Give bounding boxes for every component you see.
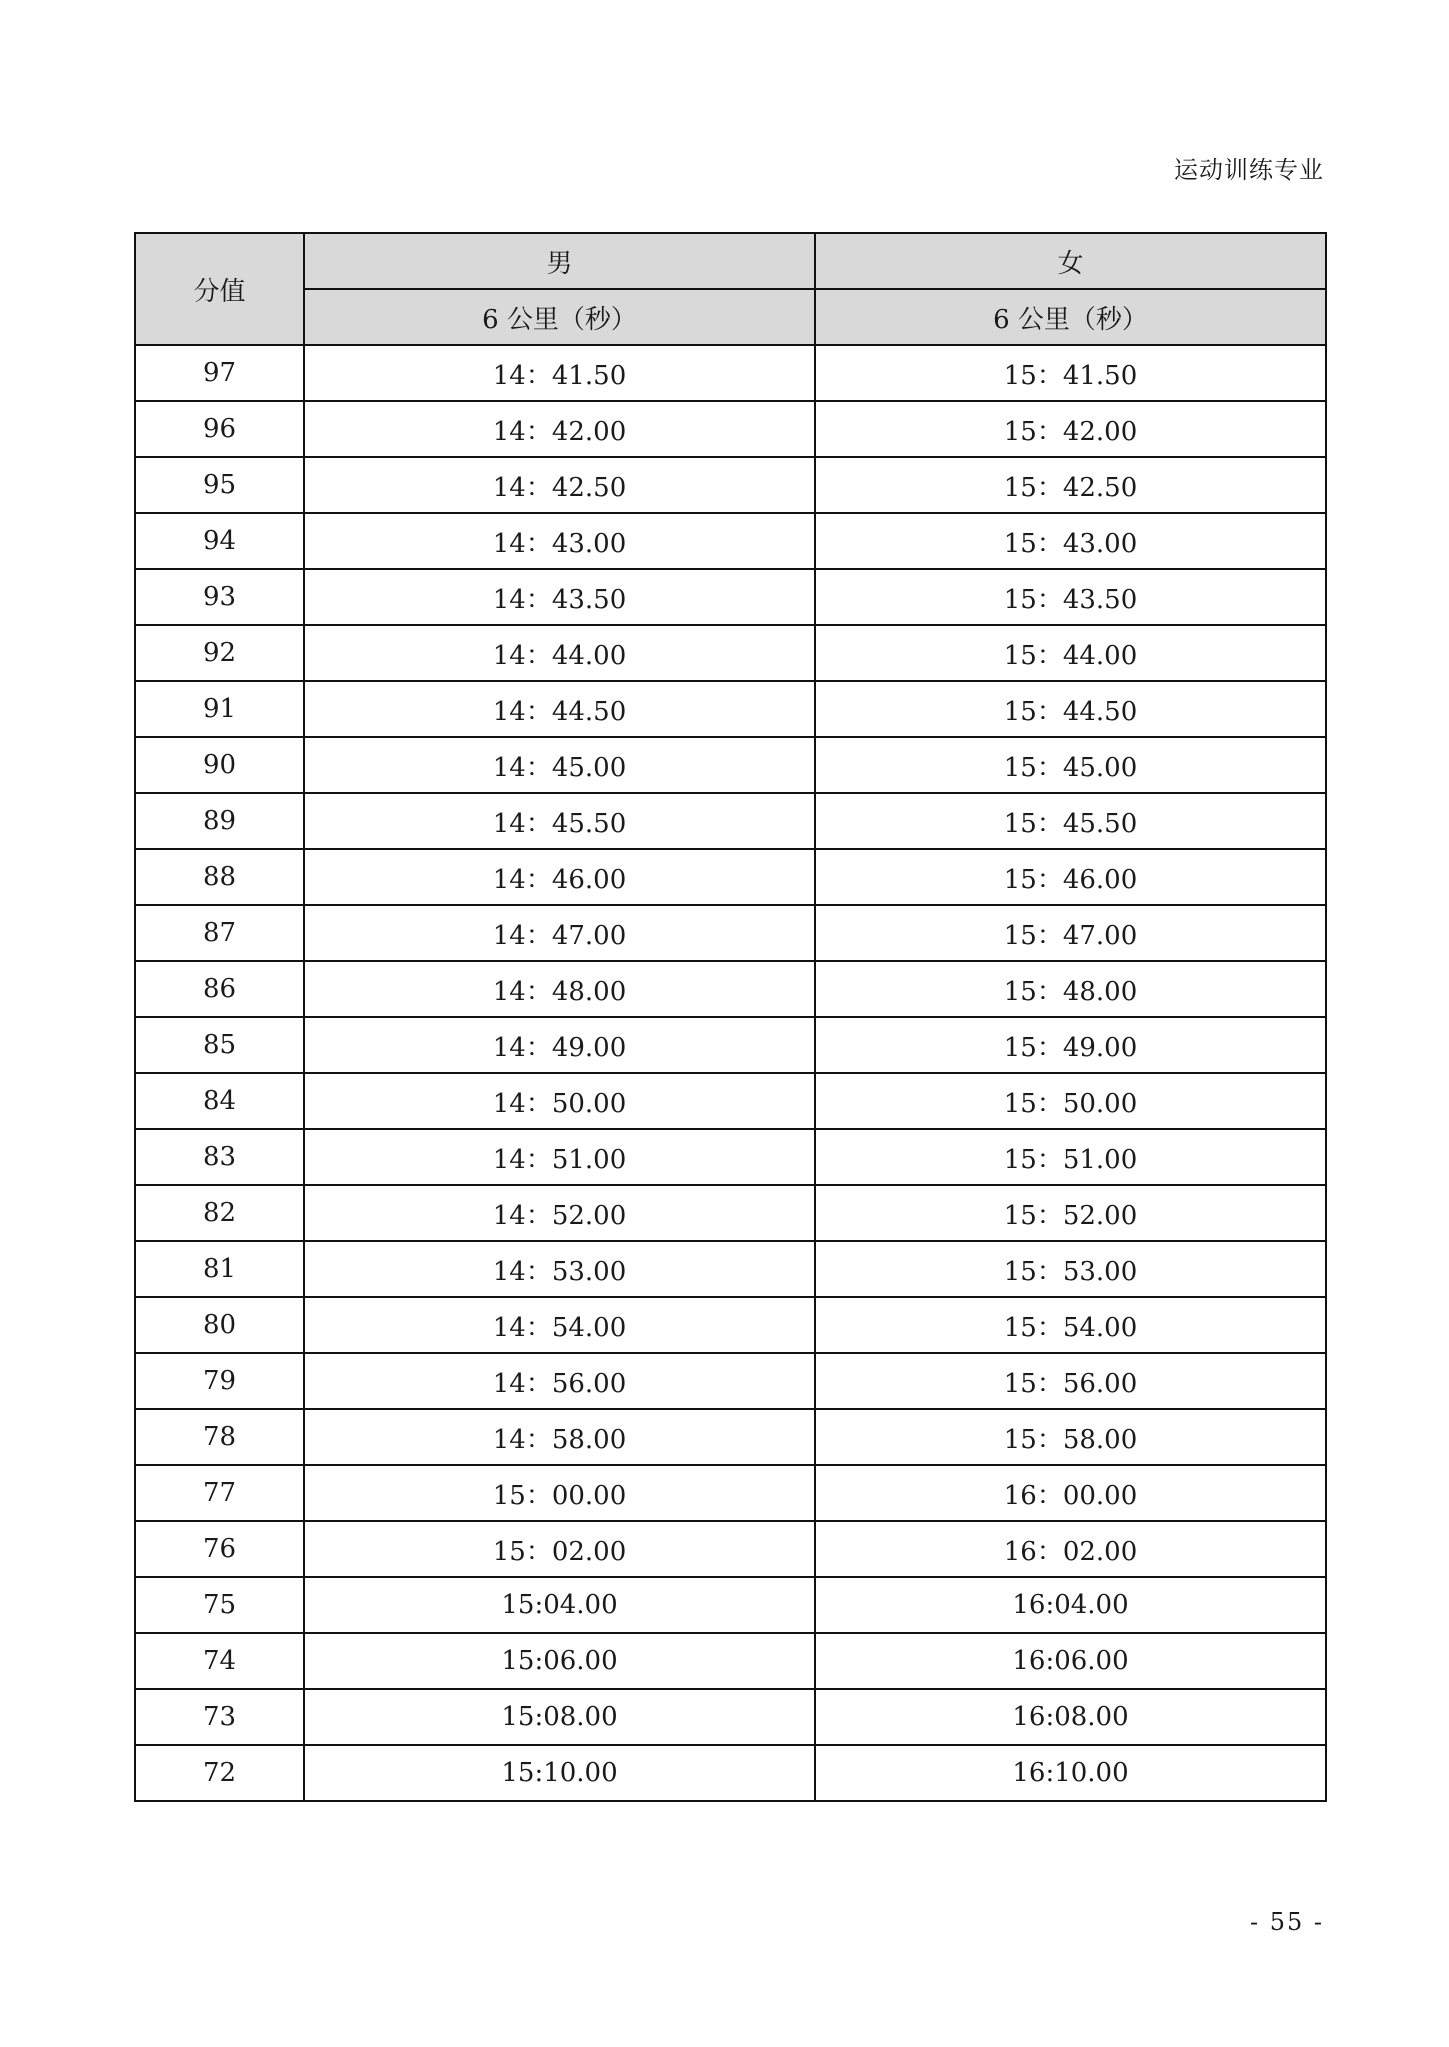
female-time-cell: 15：43.50 xyxy=(815,569,1326,625)
male-time-cell: 14：51.00 xyxy=(304,1129,815,1185)
female-time-cell: 16:10.00 xyxy=(815,1745,1326,1801)
female-time-cell: 15：50.00 xyxy=(815,1073,1326,1129)
male-time-cell: 14：44.50 xyxy=(304,681,815,737)
table-row xyxy=(135,1297,1326,1353)
female-time-cell: 16:06.00 xyxy=(815,1633,1326,1689)
male-time-cell: 14：45.50 xyxy=(304,793,815,849)
female-distance-header: 6 公里（秒） xyxy=(815,289,1326,345)
table-body xyxy=(135,345,1326,1801)
score-cell: 88 xyxy=(135,849,304,905)
score-cell: 90 xyxy=(135,737,304,793)
table-row xyxy=(135,1745,1326,1801)
score-cell: 91 xyxy=(135,681,304,737)
score-cell: 74 xyxy=(135,1633,304,1689)
male-time-cell: 14：54.00 xyxy=(304,1297,815,1353)
male-column-header: 男 xyxy=(304,233,815,289)
score-cell: 84 xyxy=(135,1073,304,1129)
female-time-cell: 15：56.00 xyxy=(815,1353,1326,1409)
table-row xyxy=(135,1241,1326,1297)
male-time-cell: 14：50.00 xyxy=(304,1073,815,1129)
table-row xyxy=(135,1353,1326,1409)
score-cell: 87 xyxy=(135,905,304,961)
score-cell: 92 xyxy=(135,625,304,681)
score-cell: 95 xyxy=(135,457,304,513)
female-time-cell: 16：00.00 xyxy=(815,1465,1326,1521)
score-cell: 97 xyxy=(135,345,304,401)
female-time-cell: 15：53.00 xyxy=(815,1241,1326,1297)
male-time-cell: 14：53.00 xyxy=(304,1241,815,1297)
female-time-cell: 15：49.00 xyxy=(815,1017,1326,1073)
male-time-cell: 14：43.50 xyxy=(304,569,815,625)
male-time-cell: 14：41.50 xyxy=(304,345,815,401)
score-cell: 85 xyxy=(135,1017,304,1073)
female-time-cell: 15：44.50 xyxy=(815,681,1326,737)
female-time-cell: 15：52.00 xyxy=(815,1185,1326,1241)
table-row xyxy=(135,1129,1326,1185)
table-row xyxy=(135,1073,1326,1129)
table-row xyxy=(135,961,1326,1017)
table-row xyxy=(135,1465,1326,1521)
table-row xyxy=(135,1521,1326,1577)
subheader-row xyxy=(135,289,1326,345)
male-time-cell: 15：02.00 xyxy=(304,1521,815,1577)
female-time-cell: 15：48.00 xyxy=(815,961,1326,1017)
table-row xyxy=(135,793,1326,849)
score-cell: 86 xyxy=(135,961,304,1017)
table-header xyxy=(135,233,1326,345)
male-time-cell: 15：00.00 xyxy=(304,1465,815,1521)
header-row xyxy=(135,233,1326,289)
table-row xyxy=(135,345,1326,401)
female-time-cell: 15：42.50 xyxy=(815,457,1326,513)
male-time-cell: 14：42.50 xyxy=(304,457,815,513)
male-time-cell: 15:10.00 xyxy=(304,1745,815,1801)
table-row xyxy=(135,1577,1326,1633)
score-cell: 96 xyxy=(135,401,304,457)
score-cell: 75 xyxy=(135,1577,304,1633)
score-cell: 81 xyxy=(135,1241,304,1297)
table-row xyxy=(135,1409,1326,1465)
male-time-cell: 14：43.00 xyxy=(304,513,815,569)
male-time-cell: 14：44.00 xyxy=(304,625,815,681)
score-cell: 78 xyxy=(135,1409,304,1465)
score-cell: 77 xyxy=(135,1465,304,1521)
female-time-cell: 15：44.00 xyxy=(815,625,1326,681)
table-row xyxy=(135,1017,1326,1073)
score-cell: 80 xyxy=(135,1297,304,1353)
female-time-cell: 15：42.00 xyxy=(815,401,1326,457)
table-row xyxy=(135,513,1326,569)
female-time-cell: 15：47.00 xyxy=(815,905,1326,961)
score-cell: 79 xyxy=(135,1353,304,1409)
female-time-cell: 15：54.00 xyxy=(815,1297,1326,1353)
female-time-cell: 15：46.00 xyxy=(815,849,1326,905)
female-time-cell: 15：45.50 xyxy=(815,793,1326,849)
page-number: - 55 - xyxy=(1249,1908,1324,1936)
female-time-cell: 15：51.00 xyxy=(815,1129,1326,1185)
score-cell: 73 xyxy=(135,1689,304,1745)
male-time-cell: 14：46.00 xyxy=(304,849,815,905)
score-cell: 76 xyxy=(135,1521,304,1577)
score-cell: 94 xyxy=(135,513,304,569)
table-row xyxy=(135,849,1326,905)
table-row xyxy=(135,457,1326,513)
female-time-cell: 16：02.00 xyxy=(815,1521,1326,1577)
male-time-cell: 14：45.00 xyxy=(304,737,815,793)
table-row xyxy=(135,401,1326,457)
running-header: 运动训练专业 xyxy=(1174,156,1324,184)
male-time-cell: 15:04.00 xyxy=(304,1577,815,1633)
score-cell: 93 xyxy=(135,569,304,625)
male-time-cell: 15:08.00 xyxy=(304,1689,815,1745)
female-time-cell: 15：58.00 xyxy=(815,1409,1326,1465)
table-row xyxy=(135,681,1326,737)
table-row xyxy=(135,625,1326,681)
table-row xyxy=(135,1633,1326,1689)
score-cell: 83 xyxy=(135,1129,304,1185)
score-column-header: 分值 xyxy=(135,233,304,345)
table-row xyxy=(135,905,1326,961)
male-time-cell: 14：47.00 xyxy=(304,905,815,961)
score-cell: 72 xyxy=(135,1745,304,1801)
table-row xyxy=(135,737,1326,793)
male-time-cell: 14：42.00 xyxy=(304,401,815,457)
table-row xyxy=(135,1185,1326,1241)
male-time-cell: 14：52.00 xyxy=(304,1185,815,1241)
female-time-cell: 15：45.00 xyxy=(815,737,1326,793)
female-column-header: 女 xyxy=(815,233,1326,289)
female-time-cell: 16:04.00 xyxy=(815,1577,1326,1633)
score-cell: 89 xyxy=(135,793,304,849)
male-distance-header: 6 公里（秒） xyxy=(304,289,815,345)
female-time-cell: 16:08.00 xyxy=(815,1689,1326,1745)
male-time-cell: 15:06.00 xyxy=(304,1633,815,1689)
table-row xyxy=(135,1689,1326,1745)
table-row xyxy=(135,569,1326,625)
female-time-cell: 15：43.00 xyxy=(815,513,1326,569)
male-time-cell: 14：49.00 xyxy=(304,1017,815,1073)
female-time-cell: 15：41.50 xyxy=(815,345,1326,401)
score-table xyxy=(134,232,1327,1802)
score-cell: 82 xyxy=(135,1185,304,1241)
male-time-cell: 14：58.00 xyxy=(304,1409,815,1465)
male-time-cell: 14：56.00 xyxy=(304,1353,815,1409)
male-time-cell: 14：48.00 xyxy=(304,961,815,1017)
